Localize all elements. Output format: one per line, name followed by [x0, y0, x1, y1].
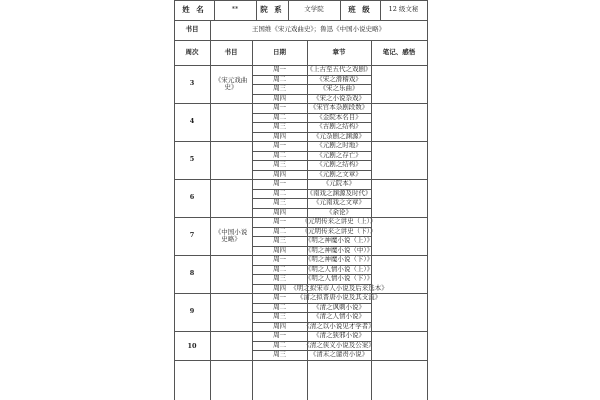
day-cell: 周一	[273, 217, 286, 226]
chapter-cell: 《元剧之文章》	[316, 169, 362, 178]
chapter-cell: 《南戏之渊源及时代》	[306, 188, 372, 197]
row-line	[252, 341, 371, 342]
chapter-cell: 《上古至五代之戏剧》	[306, 65, 372, 74]
row-line	[252, 350, 371, 351]
chapter-cell: 《宋之滑稽戏》	[316, 74, 362, 83]
week-book	[210, 141, 252, 179]
grid-line	[252, 40, 253, 400]
chapter-cell: 《金院本名目》	[316, 112, 362, 121]
day-cell: 周二	[273, 302, 286, 311]
name-value: **	[231, 5, 239, 14]
row-line	[252, 84, 371, 85]
week-number: 8	[189, 269, 195, 278]
day-cell: 周二	[273, 74, 286, 83]
class-value: 12 级文秘	[388, 5, 419, 14]
day-cell: 周一	[273, 103, 286, 112]
row-line	[252, 246, 371, 247]
grid-line	[256, 0, 257, 20]
week-book	[210, 103, 252, 141]
dept-value: 文学院	[304, 5, 324, 14]
chapter-cell: 《清之侠义小说及公案》	[303, 340, 375, 349]
day-cell: 周三	[273, 160, 286, 169]
week-number: 3	[189, 79, 195, 88]
row-line	[252, 198, 371, 199]
table-left-border	[174, 0, 175, 400]
row-line	[252, 303, 371, 304]
row-line	[252, 94, 371, 95]
chapter-cell: 《元杂剧之渊源》	[313, 131, 365, 140]
day-column-header: 日期	[273, 47, 286, 56]
day-cell: 周三	[273, 198, 286, 207]
chapter-cell: 《清之人情小说》	[313, 312, 365, 321]
chapter-cell: 《元剧之存亡》	[316, 150, 362, 159]
day-cell: 周四	[273, 245, 286, 254]
chapter-cell: 《宋官本杂剧段数》	[309, 103, 369, 112]
chapter-column-header: 章节	[332, 47, 346, 56]
day-cell: 周四	[273, 283, 286, 292]
chapter-cell: 《清之以小说见才学者》	[303, 321, 375, 330]
chapter-cell: 《清末之谴责小说》	[309, 350, 369, 359]
row-line	[252, 265, 371, 266]
grid-line	[380, 0, 381, 20]
chapter-cell: 《明之神魔小说（上）》	[304, 236, 374, 245]
grid-line	[214, 0, 215, 20]
chapter-cell: 《元院本》	[322, 179, 356, 188]
week-book	[210, 179, 252, 217]
row-line	[252, 160, 371, 161]
day-cell: 周三	[273, 350, 286, 359]
chapter-cell: 《清之狭邪小说》	[313, 331, 365, 340]
day-cell: 周三	[273, 274, 286, 283]
day-cell: 周四	[273, 131, 286, 140]
week-column-header: 周次	[185, 47, 199, 56]
chapter-cell: 《元明传来之讲史（上）》	[301, 217, 377, 226]
week-number: 10	[187, 341, 197, 350]
grid-line	[210, 40, 211, 400]
day-cell: 周二	[273, 112, 286, 121]
chapter-cell: 《余论》	[326, 207, 352, 216]
row-line	[252, 122, 371, 123]
chapter-cell: 《清之讽刺小说》	[313, 302, 365, 311]
week-number: 7	[189, 231, 195, 240]
week-number: 6	[189, 193, 195, 202]
day-cell: 周二	[273, 264, 286, 273]
week-book	[210, 255, 252, 293]
row-line	[252, 113, 371, 114]
day-cell: 周四	[273, 169, 286, 178]
book-list-value: 王国维《宋元戏曲史》；鲁迅《中国小说史略》	[251, 25, 386, 34]
chapter-cell: 《古剧之结构》	[316, 122, 362, 131]
row-line	[252, 274, 371, 275]
week-book	[210, 331, 252, 362]
grid-line	[288, 0, 289, 20]
chapter-cell: 《元剧之时地》	[316, 141, 362, 150]
name-label: 姓 名	[182, 4, 206, 14]
row-line	[252, 75, 371, 76]
day-cell: 周四	[273, 93, 286, 102]
chapter-cell: 《明之神魔小说（下）》	[304, 255, 374, 264]
week-divider	[174, 360, 427, 361]
day-cell: 周一	[273, 331, 286, 340]
row-line	[252, 151, 371, 152]
day-cell: 周二	[273, 226, 286, 235]
day-cell: 周二	[273, 150, 286, 159]
notes-column-header: 笔记、感悟	[382, 47, 416, 56]
chapter-cell: 《清之拟晋唐小说及其支流》	[296, 293, 382, 302]
day-cell: 周一	[273, 179, 286, 188]
week-book: 《中国小说史略》	[214, 227, 248, 243]
day-cell: 周三	[273, 122, 286, 131]
grid-line	[371, 40, 372, 400]
day-cell: 周三	[273, 84, 286, 93]
book-label: 书目	[185, 25, 199, 34]
day-cell: 周三	[273, 236, 286, 245]
day-cell: 周二	[273, 340, 286, 349]
day-cell: 周一	[273, 141, 286, 150]
day-cell: 周四	[273, 321, 286, 330]
week-number: 4	[189, 117, 195, 126]
dept-label: 院 系	[260, 4, 284, 14]
row-line	[252, 170, 371, 171]
class-label: 班 级	[348, 4, 372, 14]
row-line	[252, 284, 371, 285]
chapter-cell: 《元剧之结构》	[316, 160, 362, 169]
row-line	[252, 236, 371, 237]
row-line	[252, 312, 371, 313]
day-cell: 周一	[273, 65, 286, 74]
row-line	[252, 208, 371, 209]
chapter-cell: 《元明传来之讲史（下）》	[301, 226, 377, 235]
row-line	[252, 189, 371, 190]
day-cell: 周一	[273, 255, 286, 264]
row-line	[252, 227, 371, 228]
book-column-header: 书目	[224, 47, 238, 56]
grid-line	[340, 0, 341, 20]
day-cell: 周三	[273, 312, 286, 321]
week-number: 5	[189, 155, 195, 164]
day-cell: 周一	[273, 293, 286, 302]
week-book	[210, 293, 252, 331]
table-right-border	[427, 0, 428, 400]
day-cell: 周二	[273, 188, 286, 197]
chapter-cell: 《明之拟宋市人小说及后来选本》	[290, 283, 388, 292]
chapter-cell: 《明之人情小说（下）》	[304, 274, 374, 283]
chapter-cell: 《元南戏之文章》	[313, 198, 365, 207]
row-line	[252, 132, 371, 133]
chapter-cell: 《宋之乐曲》	[319, 84, 359, 93]
week-number: 9	[189, 307, 195, 316]
grid-line	[307, 40, 308, 400]
grid-line	[210, 20, 211, 40]
week-book: 《宋元戏曲史》	[214, 75, 248, 91]
chapter-cell: 《明之神魔小说（中）》	[304, 245, 374, 254]
chapter-cell: 《明之人情小说（上）》	[304, 264, 374, 273]
row-line	[252, 322, 371, 323]
chapter-cell: 《宋之小说杂戏》	[313, 93, 365, 102]
day-cell: 周四	[273, 207, 286, 216]
